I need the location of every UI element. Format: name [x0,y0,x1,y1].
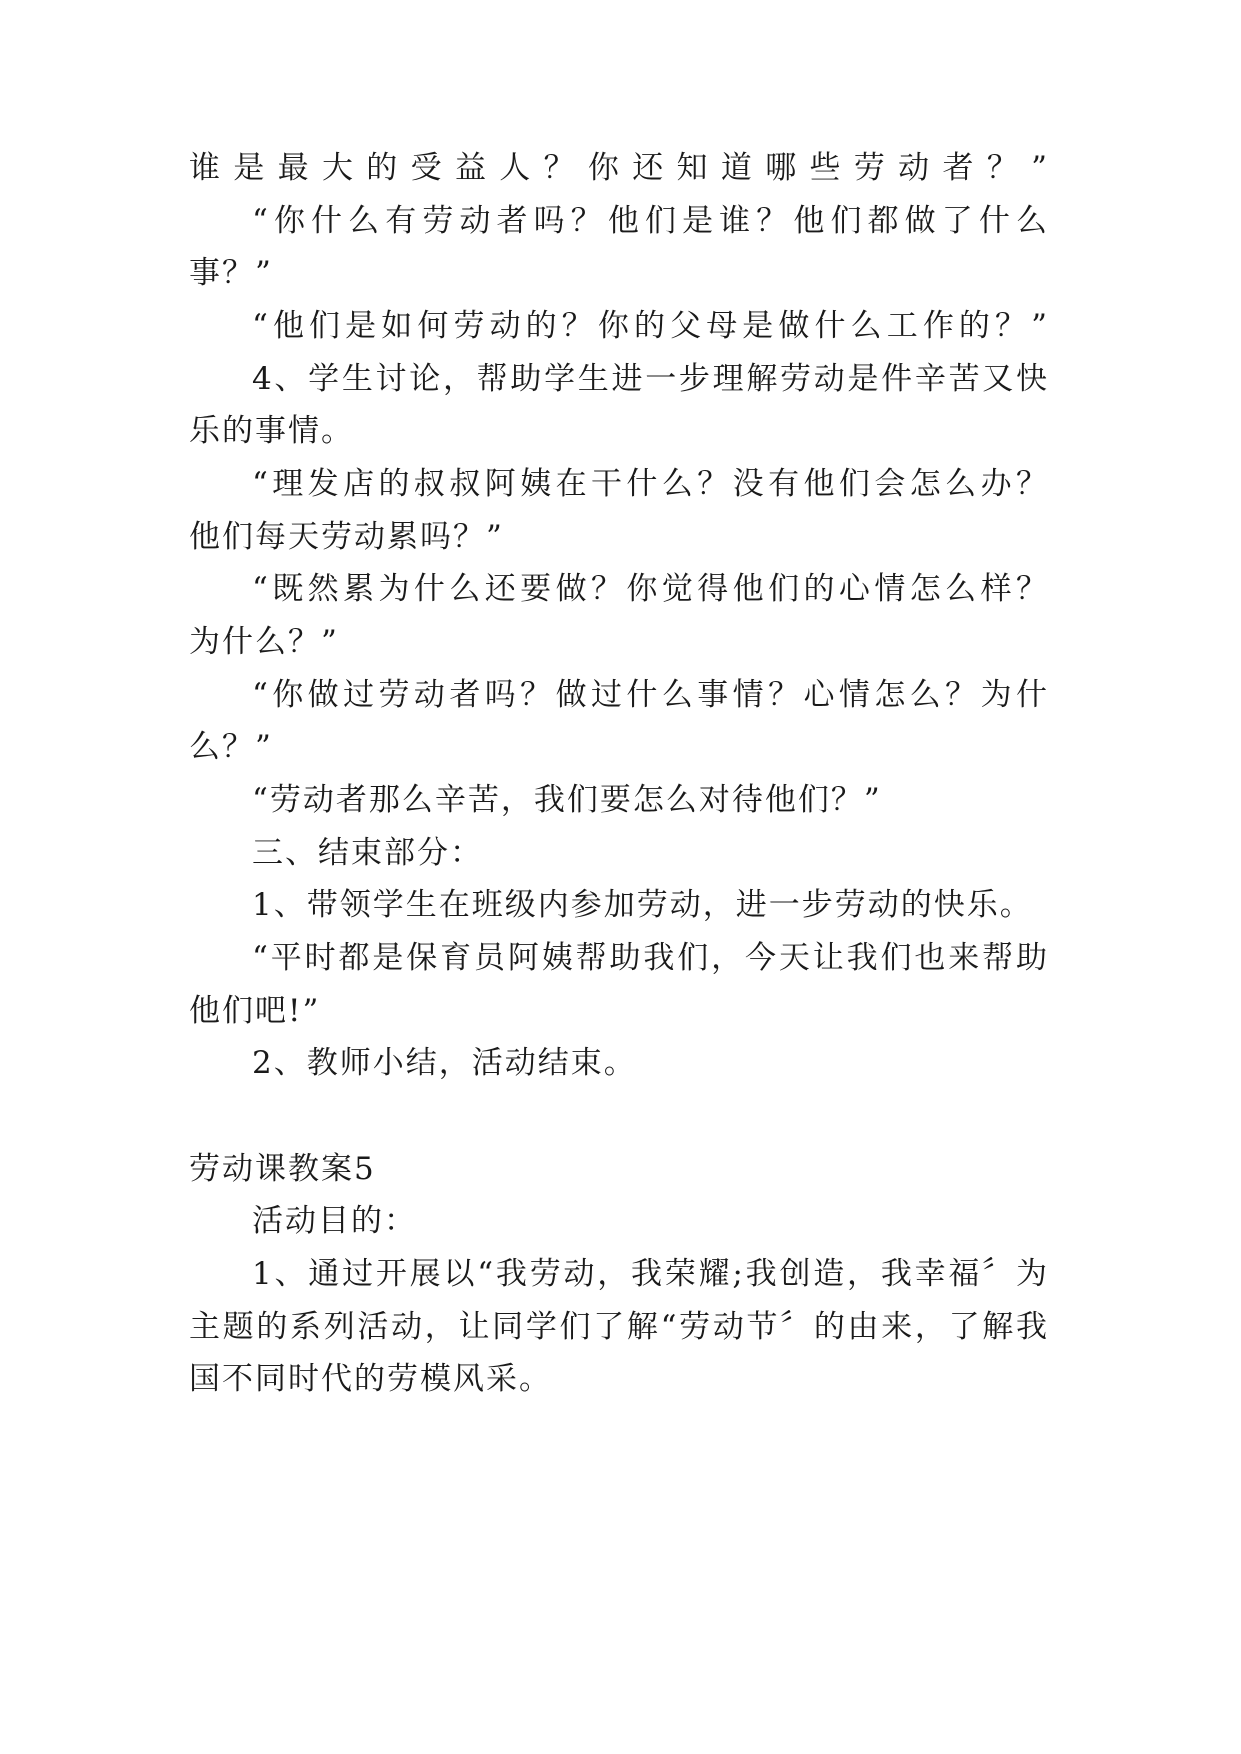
paragraph-line: 1、通过开展以“我劳动，我荣耀;我创造，我幸福〞为 [252,1256,1049,1292]
paragraph-line: “你什么有劳动者吗？他们是谁？他们都做了什么 [252,203,1049,239]
section-heading: 活动目的： [252,1203,417,1239]
paragraph-line: 谁是最大的受益人？你还知道哪些劳动者？” [189,150,1049,186]
paragraph-line: “你做过劳动者吗？做过什么事情？心情怎么？为什 [252,677,1049,713]
paragraph-line: 事？” [189,255,273,291]
paragraph-line: 4、学生讨论，帮助学生进一步理解劳动是件辛苦又快 [252,361,1049,397]
paragraph-line: 2、教师小结，活动结束。 [252,1045,637,1081]
paragraph-line: 他们每天劳动累吗？” [189,519,504,555]
paragraph-line: 么？” [189,729,273,765]
paragraph-line: “平时都是保育员阿姨帮助我们，今天让我们也来帮助 [252,940,1049,976]
paragraph-line: 为什么？” [189,624,339,660]
paragraph-line: 国不同时代的劳模风采。 [189,1361,552,1397]
paragraph-line: “理发店的叔叔阿姨在干什么？没有他们会怎么办？ [252,466,1049,502]
paragraph-line: “既然累为什么还要做？你觉得他们的心情怎么样？ [252,571,1049,607]
section-heading: 三、结束部分： [252,835,483,871]
paragraph-line: 主题的系列活动，让同学们了解“劳动节〞的由来，了解我 [189,1309,1049,1345]
paragraph-line: 乐的事情。 [189,413,354,449]
paragraph-line: 他们吧!” [189,993,321,1029]
paragraph-line: “他们是如何劳动的？你的父母是做什么工作的？” [252,308,1049,344]
document-title: 劳动课教案5 [189,1151,376,1187]
paragraph-line: “劳动者那么辛苦，我们要怎么对待他们？” [252,782,882,818]
paragraph-line: 1、带领学生在班级内参加劳动，进一步劳动的快乐。 [252,887,1033,923]
